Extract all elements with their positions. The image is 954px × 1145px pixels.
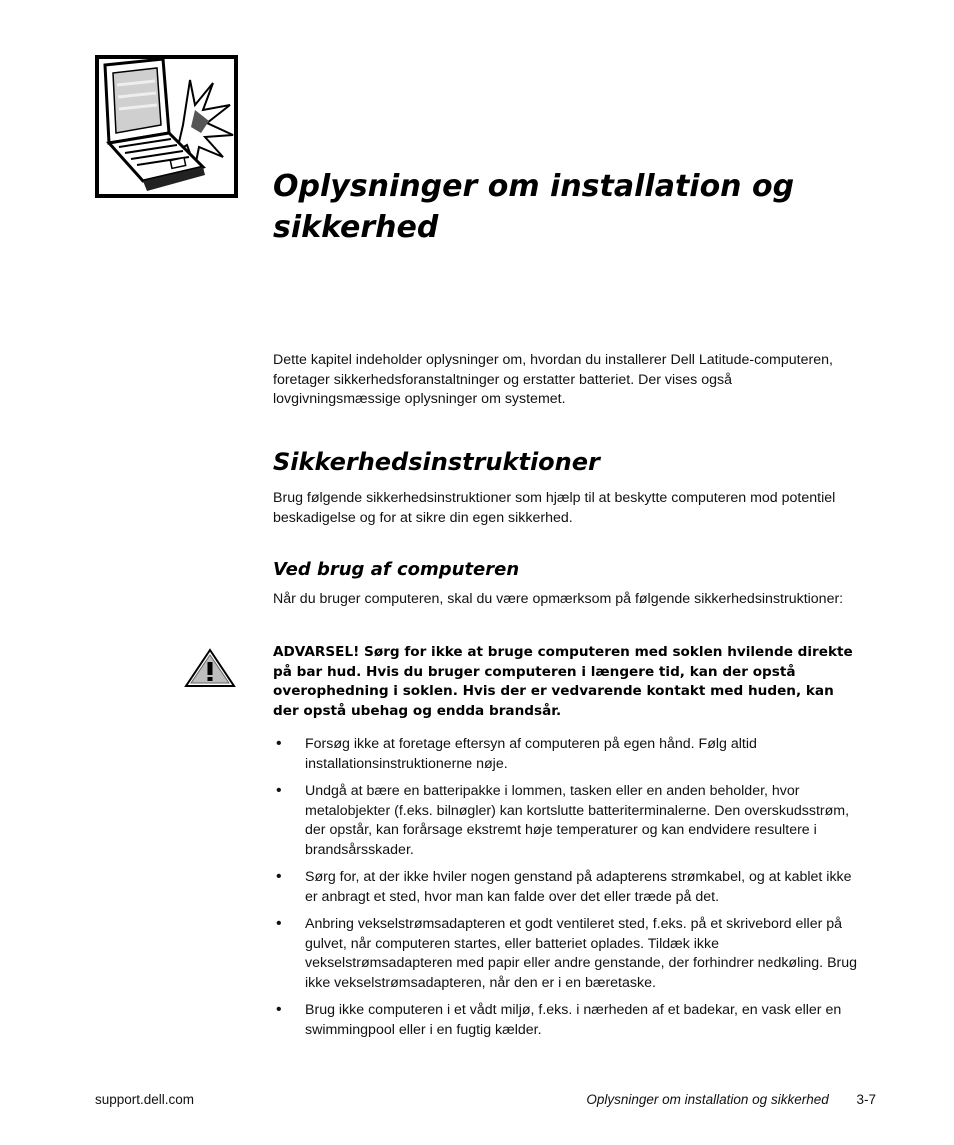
footer-running-head xyxy=(586,1092,876,1107)
footer-url: support.dell.com xyxy=(95,1092,195,1107)
warning-triangle-icon xyxy=(184,648,236,688)
subsection-heading-usage: Ved brug af computeren xyxy=(273,559,520,580)
list-item-text: Undgå at bære en batteripakke i lommen, tasken eller en anden beholder, hvor metalobjekter (f.eks. bilnøgler) kan kortslutte batteriterminalerne. Den overskudsstrøm, der opstår, kan forårsage ekstremt høje temperaturer og kan endvidere resultere i brandsårsskader. xyxy=(305,783,850,858)
page-number: 3-7 xyxy=(856,1092,876,1107)
list-item-text: Brug ikke computeren i et vådt miljø, f.eks. i nærheden af et badekar, en vask eller en swimmingpool eller i en fugtig kælder. xyxy=(305,1002,842,1038)
bullet-icon: • xyxy=(276,1001,282,1018)
bullet-icon: • xyxy=(276,915,282,932)
list-item xyxy=(273,1001,863,1040)
bullet-icon: • xyxy=(276,782,282,799)
list-item-text: Sørg for, at der ikke hviler nogen genstand på adapterens strømkabel, og at kablet ikke er anbragt et sted, hvor man kan falde over det eller træde på det. xyxy=(305,869,852,905)
bullet-icon: • xyxy=(276,735,282,752)
safety-bullet-list xyxy=(273,735,863,1048)
section-heading-safety: Sikkerhedsinstruktioner xyxy=(273,448,600,476)
warning-text: ADVARSEL! Sørg for ikke at bruge computeren med soklen hvilende direkte på bar hud. Hvis du bruger computeren i længere tid, kan der opstå overophedning i soklen. Hvis der er vedvarende kontakt med huden, kan der opstå ubehag og endda brandsår. xyxy=(273,644,853,719)
safety-intro: Brug følgende sikkerhedsinstruktioner som hjælp til at beskytte computeren mod potentiel beskadigelse og for at sikre din egen sikkerhed. xyxy=(273,490,836,526)
list-item xyxy=(273,735,863,774)
list-item xyxy=(273,782,863,860)
list-item-text: Anbring vekselstrømsadapteren et godt ventileret sted, f.eks. på et skrivebord eller på gulvet, når computeren startes, eller batteriet oplades. Tildæk ikke vekselstrømsadapteren med papir eller andre genstande, der forhindrer nedkøling. Brug ikke vekselstrømsadapteren, når den er i en bæretaske. xyxy=(305,916,858,991)
list-item xyxy=(273,915,863,993)
page-title: Oplysninger om installation og sikkerhed xyxy=(273,169,795,245)
bullet-icon: • xyxy=(276,868,282,885)
chapter-intro: Dette kapitel indeholder oplysninger om, hvordan du installerer Dell Latitude-computeren, foretager sikkerhedsforanstaltninger og erstatter batteriet. Der vises også lovgivningsmæssige oplysninger om systemet. xyxy=(273,352,833,407)
list-item-text: Forsøg ikke at foretage eftersyn af computeren på egen hånd. Følg altid installationsinstruktionerne nøje. xyxy=(305,736,757,772)
list-item xyxy=(273,868,863,907)
footer-title: Oplysninger om installation og sikkerhed xyxy=(586,1092,829,1107)
laptop-icon xyxy=(95,55,238,198)
usage-intro: Når du bruger computeren, skal du være opmærksom på følgende sikkerhedsinstruktioner: xyxy=(273,591,844,607)
